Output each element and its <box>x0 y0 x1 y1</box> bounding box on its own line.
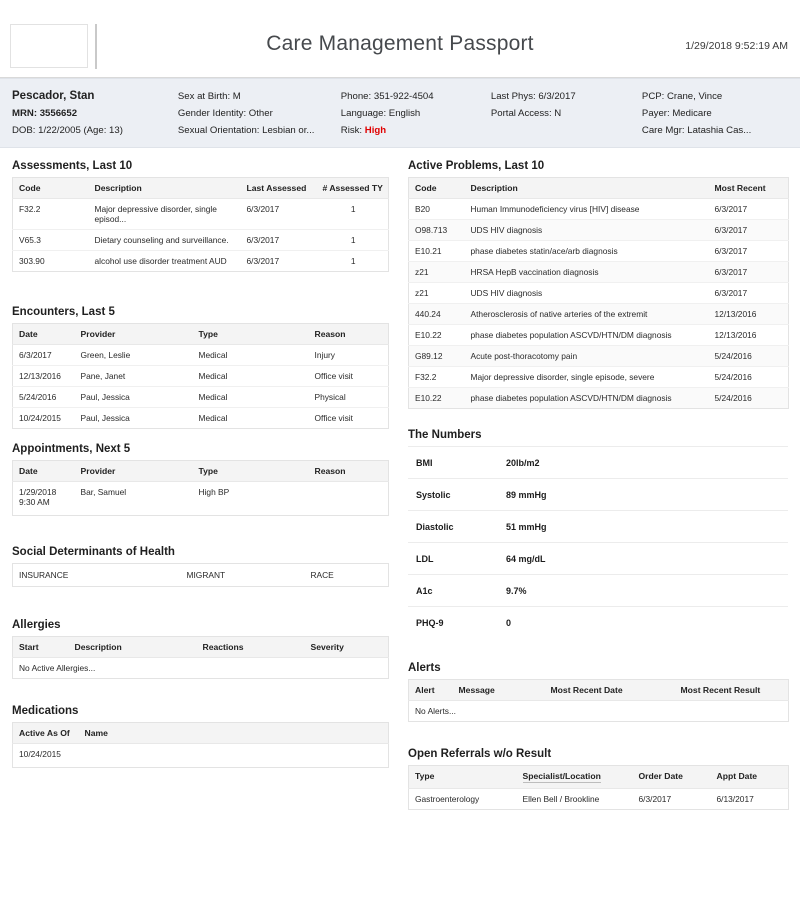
cell-description: Acute post-thoracotomy pain <box>465 346 709 367</box>
cell-code: B20 <box>409 199 465 220</box>
cell-description: Human Immunodeficiency virus [HIV] disease <box>465 199 709 220</box>
cell-description: Atherosclerosis of native arteries of the extremit <box>465 304 709 325</box>
column-header-provider: Provider <box>75 324 193 345</box>
table-row <box>409 789 789 810</box>
cell-type: High BP <box>198 487 230 497</box>
column-header-type: Type <box>193 461 309 482</box>
patient-risk <box>341 122 491 139</box>
cell-last-assessed: 6/3/2017 <box>241 230 317 251</box>
cell-provider: Bar, Samuel <box>80 487 127 497</box>
cell-description: phase diabetes population ASCVD/HTN/DM diagnosis <box>470 393 672 403</box>
column-header-reason: Reason <box>309 324 389 345</box>
numbers-row <box>408 511 788 543</box>
column-header-type: Type <box>409 766 517 789</box>
open-referrals-section-title: Open Referrals w/o Result <box>408 748 552 760</box>
column-header-reason: Reason <box>309 461 389 482</box>
column-header-most-recent: Most Recent <box>709 178 789 199</box>
patient-sexual-orientation: Sexual Orientation: Lesbian or... <box>177 125 315 136</box>
patient-name: Pescador, Stan <box>12 90 95 102</box>
cell-code: z21 <box>409 283 465 304</box>
column-header-most-recent-result: Most Recent Result <box>675 680 789 701</box>
patient-dob: DOB: 1/22/2005 (Age: 13) <box>12 125 123 136</box>
cell-most-recent: 6/3/2017 <box>709 199 789 220</box>
right-column <box>400 148 800 810</box>
table-header-row <box>13 324 389 345</box>
column-header-assessed-ty: # Assessed TY <box>317 178 389 199</box>
cell-assessed-ty: 1 <box>350 256 356 266</box>
cell-reason: Physical <box>309 387 389 408</box>
numbers-value-diastolic: 51 mmHg <box>498 511 788 543</box>
alerts-section-title: Alerts <box>408 662 441 674</box>
cell-provider: Paul, Jessica <box>80 413 130 423</box>
table-row <box>409 325 789 346</box>
cell-description: phase diabetes statin/ace/arb diagnosis <box>465 241 709 262</box>
cell-type: Medical <box>193 387 309 408</box>
active-problems-table <box>408 177 789 409</box>
column-header-appt-date: Appt Date <box>711 766 789 789</box>
patient-care-mgr: Care Mgr: Latashia Cas... <box>641 125 752 136</box>
patient-care-team-group <box>642 88 790 139</box>
the-numbers-table <box>408 446 788 638</box>
cell-most-recent: 12/13/2016 <box>709 325 789 346</box>
numbers-row <box>408 479 788 511</box>
patient-banner <box>0 78 800 148</box>
medications-section-title: Medications <box>12 705 79 717</box>
column-header-reactions: Reactions <box>197 637 305 658</box>
cell-last-assessed: 6/3/2017 <box>246 256 280 266</box>
numbers-label-a1c: A1c <box>408 575 498 607</box>
table-header-row <box>13 637 389 658</box>
risk-label: Risk: <box>340 125 365 136</box>
numbers-row <box>408 447 788 479</box>
column-header-provider: Provider <box>75 461 193 482</box>
patient-portal-access: Portal Access: N <box>490 108 562 119</box>
cell-description: UDS HIV diagnosis <box>465 220 709 241</box>
cell-code: E10.22 <box>415 393 442 403</box>
patient-demographics-group <box>178 88 341 139</box>
numbers-value-phq9: 0 <box>498 607 788 639</box>
cell-description: UDS HIV diagnosis <box>465 283 709 304</box>
column-header-specialist-location <box>517 766 633 789</box>
patient-identity-group <box>12 88 178 139</box>
column-header-last-assessed: Last Assessed <box>241 178 317 199</box>
column-header-start: Start <box>13 637 69 658</box>
cell-type: Medical <box>193 345 309 366</box>
cell-provider: Pane, Janet <box>75 366 193 387</box>
patient-contact-group <box>341 88 491 139</box>
the-numbers-section-title: The Numbers <box>408 429 482 441</box>
cell-code: O98.713 <box>409 220 465 241</box>
column-header-message: Message <box>453 680 545 701</box>
allergies-empty-message: No Active Allergies... <box>19 663 96 673</box>
cell-type: Medical <box>198 413 228 423</box>
table-row <box>13 366 389 387</box>
assessments-section-title: Assessments, Last 10 <box>12 160 133 172</box>
cell-last-assessed: 6/3/2017 <box>241 199 317 230</box>
cell-assessed-ty: 1 <box>317 230 389 251</box>
numbers-row <box>408 607 788 639</box>
table-row <box>13 744 389 768</box>
table-row <box>13 564 389 587</box>
table-row <box>13 230 389 251</box>
cell-code: G89.12 <box>409 346 465 367</box>
numbers-label-phq9: PHQ-9 <box>408 607 498 639</box>
cell-description: Major depressive disorder, single episode, severe <box>465 367 709 388</box>
appointments-section-title: Appointments, Next 5 <box>12 443 131 455</box>
table-header-row <box>13 461 389 482</box>
table-row <box>13 251 389 272</box>
cell-reason: Office visit <box>314 413 353 423</box>
numbers-value-a1c: 9.7% <box>498 575 788 607</box>
report-body <box>0 148 800 810</box>
table-row <box>409 262 789 283</box>
cell-description: phase diabetes population ASCVD/HTN/DM diagnosis <box>465 325 709 346</box>
sdoh-section-title: Social Determinants of Health <box>12 546 175 558</box>
cell-most-recent: 5/24/2016 <box>714 393 752 403</box>
column-header-code: Code <box>13 178 89 199</box>
cell-type: Medical <box>193 366 309 387</box>
cell-date: 5/24/2016 <box>13 387 75 408</box>
page-title: Care Management Passport <box>266 32 534 55</box>
cell-code: z21 <box>409 262 465 283</box>
table-row <box>409 367 789 388</box>
cell-code: 303.90 <box>19 256 45 266</box>
cell-most-recent: 12/13/2016 <box>709 304 789 325</box>
cell-code: F32.2 <box>409 367 465 388</box>
cell-specialist: Ellen Bell / Brookline <box>522 794 600 804</box>
numbers-value-bmi: 20lb/m2 <box>498 447 788 479</box>
cell-most-recent: 6/3/2017 <box>709 241 789 262</box>
cell-type: Gastroenterology <box>415 794 480 804</box>
table-header-row <box>409 766 789 789</box>
cell-reason: Office visit <box>309 366 389 387</box>
table-header-row <box>13 723 389 744</box>
cell-code: E10.21 <box>409 241 465 262</box>
open-referrals-table <box>408 765 789 810</box>
appointments-table <box>12 460 389 516</box>
page-header <box>0 0 800 78</box>
column-header-alert: Alert <box>409 680 453 701</box>
cell-code: F32.2 <box>13 199 89 230</box>
cell-date: 10/24/2015 <box>19 413 61 423</box>
table-row <box>409 241 789 262</box>
cell-most-recent: 6/3/2017 <box>709 262 789 283</box>
cell-most-recent: 6/3/2017 <box>709 220 789 241</box>
table-row <box>13 408 389 429</box>
patient-payer: Payer: Medicare <box>641 108 712 119</box>
patient-sex-at-birth: Sex at Birth: M <box>177 91 241 102</box>
column-header-severity: Severity <box>305 637 389 658</box>
cell-assessed-ty: 1 <box>317 199 389 230</box>
cell-most-recent: 5/24/2016 <box>709 346 789 367</box>
cell-provider: Green, Leslie <box>75 345 193 366</box>
medications-table <box>12 722 389 768</box>
numbers-row <box>408 575 788 607</box>
column-header-most-recent-date: Most Recent Date <box>545 680 675 701</box>
assessments-table <box>12 177 389 272</box>
column-header-date: Date <box>13 461 75 482</box>
alerts-empty-message: No Alerts... <box>415 706 456 716</box>
encounters-section-title: Encounters, Last 5 <box>12 306 115 318</box>
cell-description: Dietary counseling and surveillance. <box>89 230 241 251</box>
numbers-value-ldl: 64 mg/dL <box>498 543 788 575</box>
numbers-value-systolic: 89 mmHg <box>498 479 788 511</box>
table-header-row <box>13 178 389 199</box>
cell-code: 440.24 <box>409 304 465 325</box>
allergies-table <box>12 636 389 679</box>
numbers-label-systolic: Systolic <box>408 479 498 511</box>
patient-gender-identity: Gender Identity: Other <box>177 108 273 119</box>
column-header-date: Date <box>13 324 75 345</box>
column-header-description: Description <box>465 178 709 199</box>
numbers-row <box>408 543 788 575</box>
cell-description: HRSA HepB vaccination diagnosis <box>465 262 709 283</box>
patient-pcp: PCP: Crane, Vince <box>641 91 723 102</box>
numbers-label-bmi: BMI <box>408 447 498 479</box>
patient-last-phys: Last Phys: 6/3/2017 <box>490 91 576 102</box>
left-column <box>0 148 400 810</box>
column-header-type: Type <box>193 324 309 345</box>
table-header-row <box>409 178 789 199</box>
table-row <box>13 658 389 679</box>
table-header-row <box>409 680 789 701</box>
encounters-table <box>12 323 389 429</box>
table-row <box>409 283 789 304</box>
table-row <box>409 388 789 409</box>
cell-reason: Injury <box>309 345 389 366</box>
table-row <box>409 220 789 241</box>
patient-phone: Phone: 351-922-4504 <box>340 91 434 102</box>
cell-date: 12/13/2016 <box>13 366 75 387</box>
cell-code: V65.3 <box>13 230 89 251</box>
sdoh-insurance: INSURANCE <box>19 570 69 580</box>
table-row <box>409 199 789 220</box>
table-row <box>409 346 789 367</box>
cell-date: 1/29/2018 9:30 AM <box>19 487 57 507</box>
column-header-name: Name <box>79 723 389 744</box>
cell-reason <box>309 482 389 516</box>
cell-order-date: 6/3/2017 <box>638 794 672 804</box>
cell-description: alcohol use disorder treatment AUD <box>94 256 227 266</box>
column-header-code: Code <box>409 178 465 199</box>
cell-active-as-of: 10/24/2015 <box>19 749 61 759</box>
column-header-description: Description <box>69 637 197 658</box>
numbers-label-ldl: LDL <box>408 543 498 575</box>
column-header-active-as-of: Active As Of <box>13 723 79 744</box>
cell-date: 6/3/2017 <box>13 345 75 366</box>
cell-description: Major depressive disorder, single episod... <box>89 199 241 230</box>
sdoh-migrant: MIGRANT <box>186 570 226 580</box>
cell-provider: Paul, Jessica <box>75 387 193 408</box>
patient-language: Language: English <box>340 108 421 119</box>
column-header-description: Description <box>89 178 241 199</box>
column-header-order-date: Order Date <box>633 766 711 789</box>
table-row <box>13 345 389 366</box>
table-row <box>409 701 789 722</box>
risk-value-badge: High <box>364 125 387 136</box>
patient-mrn: MRN: 3556652 <box>12 108 78 119</box>
table-row <box>409 304 789 325</box>
specialist-location-label: Specialist/Location <box>522 771 601 781</box>
table-row <box>13 387 389 408</box>
alerts-table <box>408 679 789 722</box>
numbers-label-diastolic: Diastolic <box>408 511 498 543</box>
patient-visit-group <box>491 88 642 139</box>
cell-most-recent: 6/3/2017 <box>709 283 789 304</box>
cell-most-recent: 5/24/2016 <box>709 367 789 388</box>
report-timestamp: 1/29/2018 9:52:19 AM <box>685 40 788 52</box>
cell-appt-date: 6/13/2017 <box>716 794 754 804</box>
sdoh-table <box>12 563 389 587</box>
cell-code: E10.22 <box>409 325 465 346</box>
active-problems-section-title: Active Problems, Last 10 <box>408 160 545 172</box>
table-row <box>13 199 389 230</box>
allergies-section-title: Allergies <box>12 619 61 631</box>
cell-name <box>79 744 389 768</box>
sdoh-race: RACE <box>310 570 334 580</box>
table-row <box>13 482 389 516</box>
